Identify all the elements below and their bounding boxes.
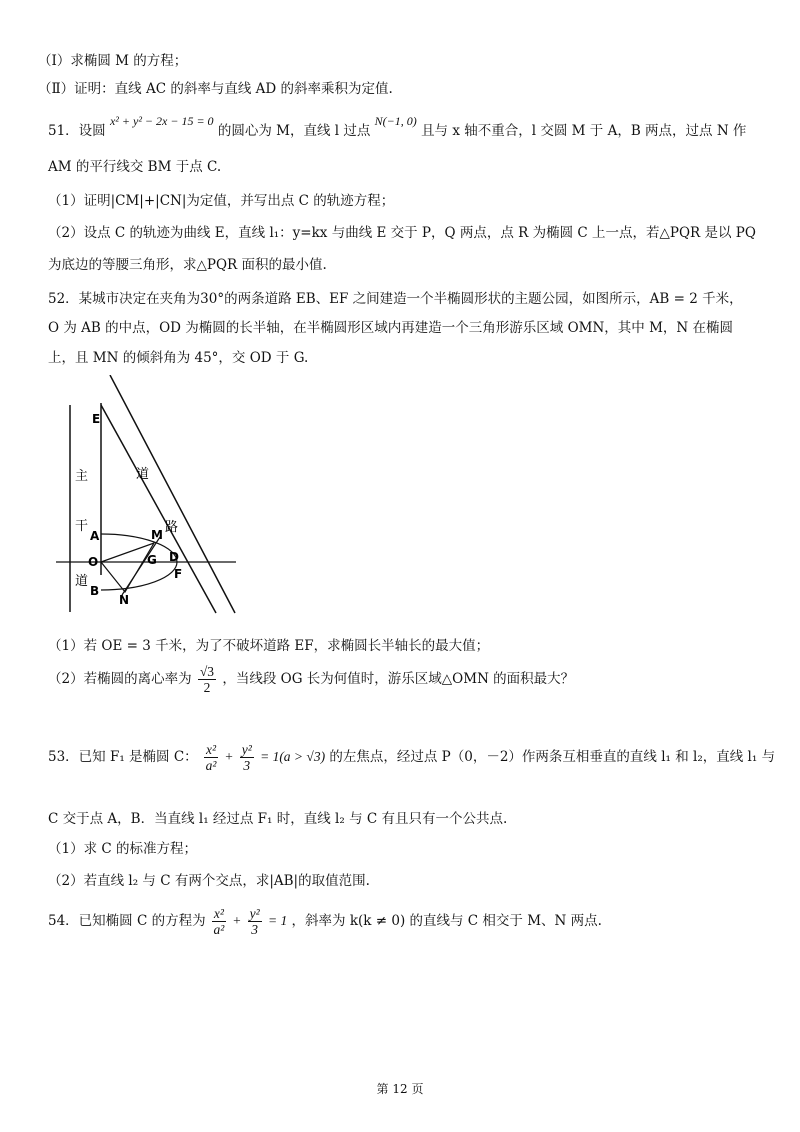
label-F: F	[174, 567, 183, 581]
q53-line1: 53．已知 F₁ 是椭圆 C： $\frac{\text{x²}}{\text{a²}}$ + $\frac{\text{y²}}{3}$ = 1(a > √3) 的左焦点，经过点 P（0，－2）作两条互相垂直的直线 l₁ 和 l₂，直线 l₁ 与	[48, 742, 776, 773]
q52-part1: （1）若 OE = 3 千米，为了不破坏道路 EF，求椭圆长半轴长的最大值；	[48, 638, 490, 654]
q51-line1: 51．设圆 x² + y² − 2x − 15 = 0 的圆心为 M，直线 l 过点 N(−1, 0) 且与 x 轴不重合，l 交圆 M 于 A，B 两点，过点 N 作	[48, 114, 747, 139]
road-EF-line	[101, 405, 216, 613]
road-outer-line	[110, 375, 235, 613]
label-G: G	[147, 553, 157, 567]
q51-part1: （1）证明|CM|+|CN|为定值，并写出点 C 的轨迹方程；	[48, 193, 395, 209]
q52-line2: O 为 AB 的中点，OD 为椭圆的长半轴，在半椭圆形区域内再建造一个三角形游乐区域 OMN，其中 M，N 在椭圆	[48, 320, 734, 336]
label-side-road-2: 路	[165, 520, 179, 535]
q51-line2: AM 的平行线交 BM 于点 C.	[48, 159, 222, 175]
label-main-road-3: 道	[75, 574, 89, 589]
q52-figure	[48, 375, 258, 625]
q52-part2: （2）若椭圆的离心率为 $\frac{√3}{2}$ ，当线段 OG 长为何值时，游乐区域△OMN 的面积最大？	[48, 664, 575, 695]
label-N: N	[119, 593, 130, 607]
label-E: E	[92, 412, 101, 426]
label-B: B	[90, 584, 100, 598]
q52-line1: 52．某城市决定在夹角为30°的两条道路 EB、EF 之间建造一个半椭圆形状的主题公园，如图所示，AB = 2 千米，	[48, 291, 743, 307]
label-main-road-1: 主	[75, 469, 89, 484]
q52-line3: 上，且 MN 的倾斜角为 45°，交 OD 于 G.	[48, 350, 309, 366]
q50-part1: （Ⅰ）求椭圆 M 的方程；	[38, 53, 188, 69]
label-O: O	[88, 555, 99, 569]
page-footer: 第 12 页	[376, 1082, 424, 1096]
q53-part1: （1）求 C 的标准方程；	[48, 841, 198, 857]
q54-line1: 54．已知椭圆 C 的方程为 $\frac{\text{x²}}{\text{a²}}$ + $\frac{\text{y²}}{3}$ = 1 ，斜率为 k(k ≠ 0) 的直线与 C 相交于 M、N 两点.	[48, 906, 602, 937]
label-main-road-2: 干	[75, 519, 89, 534]
label-A: A	[90, 529, 100, 543]
fraction-sqrt3-over-2: $\frac{√3}{2}$	[199, 664, 215, 695]
q51-part2b: 为底边的等腰三角形，求△PQR 面积的最小值.	[48, 257, 327, 273]
q53-line2: C 交于点 A，B．当直线 l₁ 经过点 F₁ 时，直线 l₂ 与 C 有且只有一个公共点.	[48, 811, 508, 827]
q51-part2a: （2）设点 C 的轨迹为曲线 E，直线 l₁：y=kx 与曲线 E 交于 P，Q 两点，点 R 为椭圆 C 上一点，若△PQR 是以 PQ	[48, 225, 756, 241]
q53-part2: （2）若直线 l₂ 与 C 有两个交点，求|AB|的取值范围.	[48, 873, 370, 889]
q50-part2: （Ⅱ）证明：直线 AC 的斜率与直线 AD 的斜率乘积为定值.	[38, 81, 393, 97]
label-M: M	[151, 528, 163, 542]
label-D: D	[169, 550, 179, 564]
label-side-road-1: 道	[136, 467, 150, 482]
